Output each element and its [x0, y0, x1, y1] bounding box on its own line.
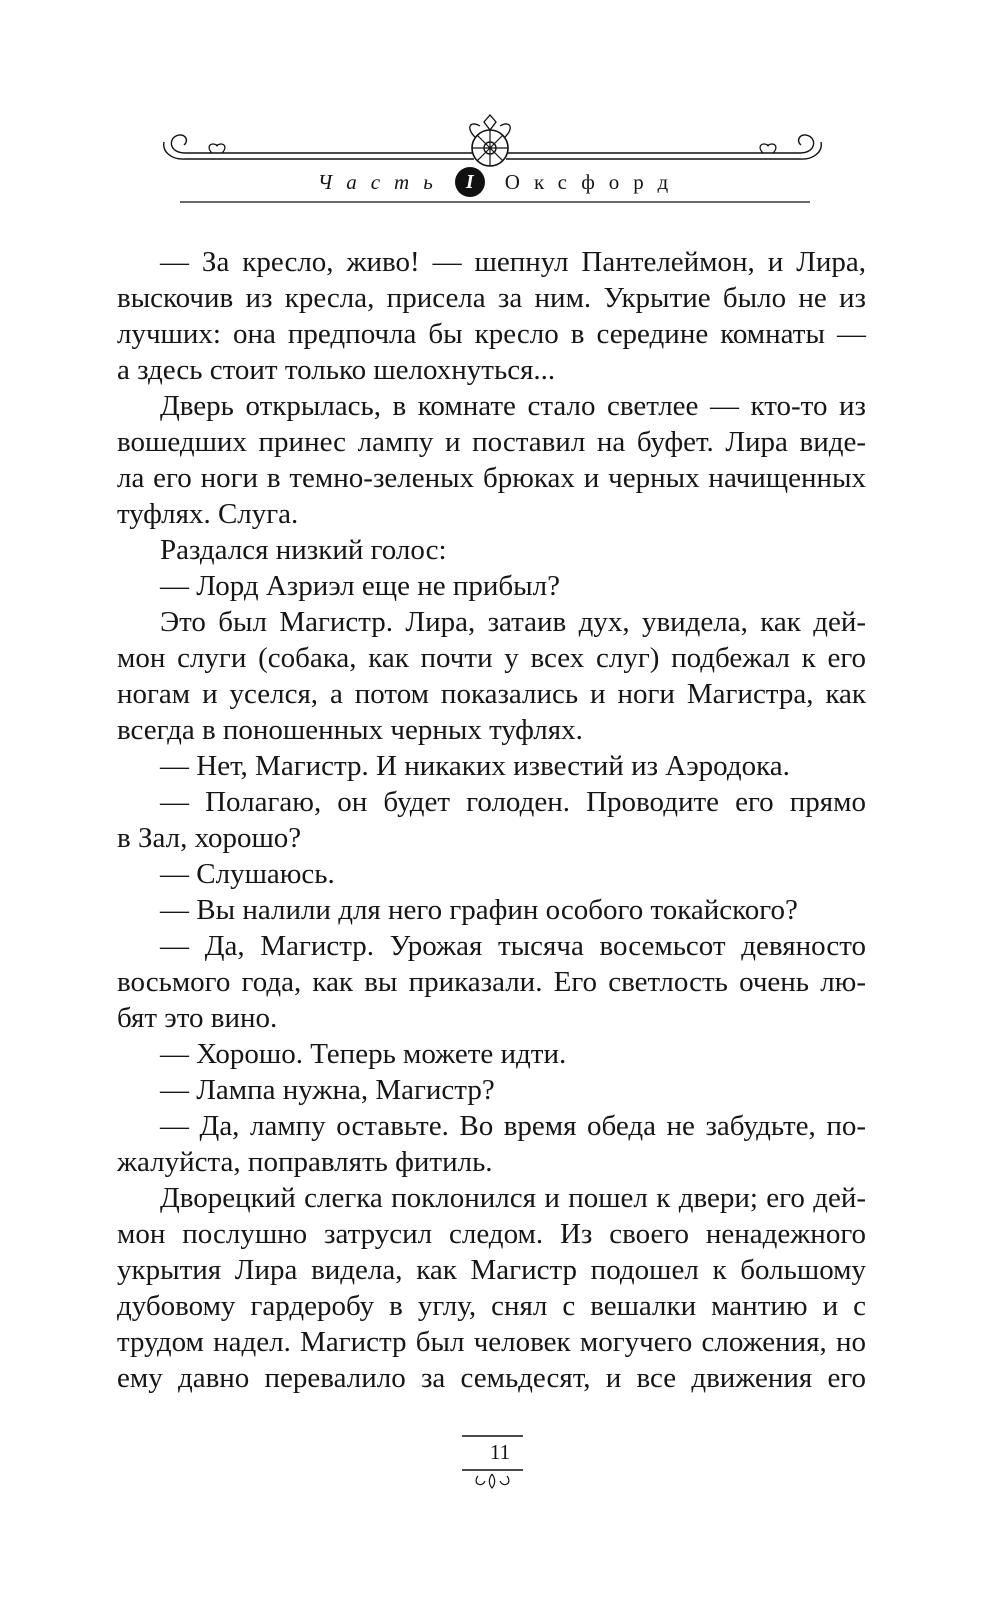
text-line: ему давно перевалило за семьдесят, и все движения его [117, 1362, 866, 1394]
text-line: туфлях. Слуга. [117, 498, 299, 530]
text-line: ла его ноги в темно-зеленых брюках и черных начищенных [117, 462, 866, 494]
text-line: дубовому гардеробу в углу, снял с вешалки мантию и с [117, 1290, 866, 1322]
running-head [0, 167, 1000, 197]
text-line: в Зал, хорошо? [117, 822, 302, 854]
text-line: — Полагаю, он будет голоден. Проводите его прямо [160, 786, 866, 818]
text-line: — Нет, Магистр. И никаких известий из Аэродока. [160, 750, 790, 782]
part-label: Часть [317, 169, 447, 194]
text-line: Это был Магистр. Лира, затаив дух, увидела, как дей- [160, 606, 866, 638]
text-line: — Да, лампу оставьте. Во время обеда не забудьте, по- [160, 1110, 866, 1142]
text-line: мон слуги (собака, как почти у всех слуг) подбежал к его [117, 642, 866, 674]
text-line: Раздался низкий голос: [160, 534, 447, 566]
text-line: лучших: она предпочла бы кресло в середине комнаты — [117, 318, 866, 350]
text-line: укрытия Лира видела, как Магистр подошел к большому [117, 1254, 866, 1286]
chapter-title: Оксфорд [504, 169, 683, 194]
text-line: выскочив из кресла, присела за ним. Укрытие было не из [117, 282, 866, 314]
page-header [0, 0, 1000, 210]
text-line: Дворецкий слегка поклонился и пошел к двери; его дей- [160, 1182, 866, 1214]
text-line: восьмого года, как вы приказали. Его светлость очень лю- [117, 966, 866, 998]
text-line: трудом надел. Магистр был человек могучего сложения, но [117, 1326, 866, 1358]
page-number: 11 [489, 1440, 511, 1464]
text-line: вошедших принес лампу и поставил на буфет. Лира виде- [117, 426, 866, 458]
text-line: — Лампа нужна, Магистр? [160, 1074, 495, 1106]
text-line: — Да, Магистр. Урожая тысяча восемьсот девяносто [160, 930, 866, 962]
text-line: — Слушаюсь. [160, 858, 335, 890]
text-line: жалуйста, поправлять фитиль. [117, 1146, 493, 1178]
text-line: Дверь открылась, в комнате стало светлее — кто-то из [160, 390, 866, 422]
text-line: а здесь стоит только шелохнуться... [117, 354, 556, 386]
text-line: — За кресло, живо! — шепнул Пантелеймон, и Лира, [160, 246, 866, 278]
body-text [117, 244, 866, 1396]
text-line: всегда в поношенных черных туфлях. [117, 714, 583, 746]
text-line: — Вы налили для него графин особого токайского? [160, 894, 798, 926]
text-line: — Хорошо. Теперь можете идти. [160, 1038, 567, 1070]
text-line: бят это вино. [117, 1002, 278, 1034]
text-line: мон послушно затрусил следом. Из своего ненадежного [117, 1218, 866, 1250]
part-number-badge: I [455, 167, 485, 197]
text-line: ногам и уселся, а потом показались и ноги Магистра, как [117, 678, 866, 710]
text-line: — Лорд Азриэл еще не прибыл? [160, 570, 560, 602]
